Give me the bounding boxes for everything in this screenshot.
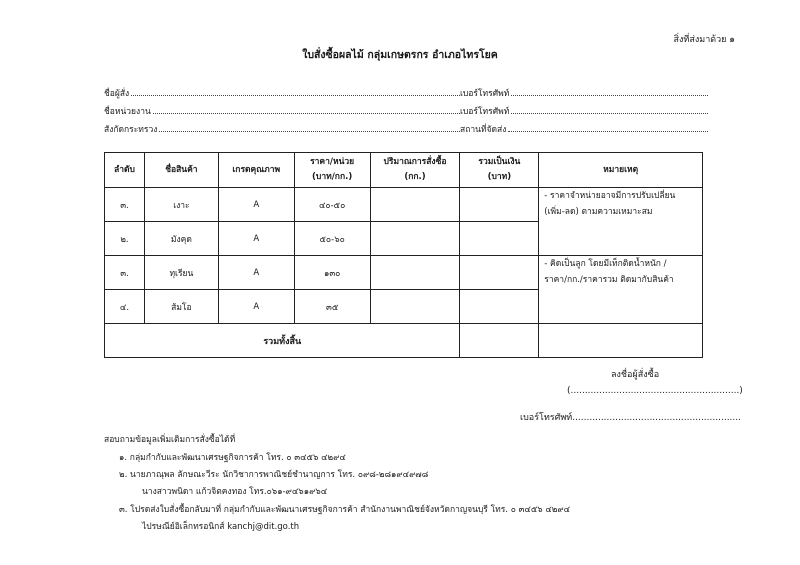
header-price-line1: ราคา/หน่วย [310,157,355,167]
header-remarks: หมายเหตุ [539,153,703,188]
header-grade: เกรดคุณภาพ [218,153,294,188]
orderer-name-field [104,86,460,100]
cell-price: ๕๐-๖๐ [294,222,370,256]
cell-grade: A [218,290,294,324]
footer-heading: สอบถามข้อมูลเพิ่มเติมการสั่งซื้อได้ที่ [104,435,236,445]
cell-grade: A [218,188,294,222]
header-no: ลำดับ [105,153,145,188]
header-price-line2: (บาท/กก.) [312,172,353,182]
remark-cell-1 [539,188,703,256]
footer-contact-2b: นางสาวพนิดา แก้วจิตคงทอง โทร.๐๖๑-๙๔๖๑๙๖๔ [142,487,328,497]
table-row [105,256,703,290]
signature-phone[interactable]: เบอร์โทรศัพท์........................................................... [520,413,741,423]
cell-grade: A [218,222,294,256]
cell-qty-input[interactable] [370,256,460,290]
total-row [105,324,703,358]
phone-label-2: เบอร์โทรศัพท์ [460,107,510,117]
cell-no: ๓. [105,188,145,222]
signature-line[interactable]: (...........................................................) [567,386,743,396]
footer-contact-2: ๒. นายภาณุพล ลักษณะวีระ นักวิชาการพาณิชย์ชำนาญการ โทร. ๐๙๘-๒๘๑๙๔๙๗๘ [119,470,429,480]
remark-1-line1: - ราคาจำหน่ายอาจมีการปรับเปลี่ยน [544,191,676,201]
remark-cell-2 [539,256,703,324]
header-total [460,153,539,188]
footer-contact-3: ๓. โปรดส่งใบสั่งซื้อกลับมาที่ กลุ่มกำกับและพัฒนาเศรษฐกิจการค้า สำนักงานพาณิชย์จังหวัดกาญจนบุรี โทร. ๐ ๓๔๕๖ ๔๒๙๔ [119,505,571,515]
header-price [294,153,370,188]
cell-total-input[interactable] [460,290,539,324]
cell-qty-input[interactable] [370,222,460,256]
phone-label-1: เบอร์โทรศัพท์ [460,89,510,99]
cell-product: ทุเรียน [144,256,218,290]
cell-qty-input[interactable] [370,290,460,324]
cell-product: เงาะ [144,188,218,222]
header-product: ชื่อสินค้า [144,153,218,188]
header-qty-line1: ปริมาณการสั่งซื้อ [383,157,447,167]
header-qty-line2: (กก.) [404,172,426,182]
total-label: รวมทั้งสิ้น [105,324,460,358]
cell-total-input[interactable] [460,256,539,290]
delivery-place-field [460,122,708,136]
cell-product: มังคุด [144,222,218,256]
total-remark-cell [539,324,703,358]
cell-no: ๔. [105,290,145,324]
ministry-label: สังกัดกระทรวง [104,125,158,135]
remark-1-line2: (เพิ่ม-ลด) ตามความเหมาะสม [544,207,653,217]
cell-grade: A [218,256,294,290]
cell-total-input[interactable] [460,188,539,222]
footer-email: ไปรษณีย์อิเล็กทรอนิกส์ kanchj@dit.go.th [142,522,300,532]
attachment-label: สิ่งที่ส่งมาด้วย ๑ [673,35,735,45]
delivery-place-label: สถานที่จัดส่ง [460,125,507,135]
cell-price: ๓๕ [294,290,370,324]
cell-no: ๒. [105,222,145,256]
table-row [105,188,703,222]
header-qty [370,153,460,188]
phone-field-2 [460,104,708,118]
signature-label: ลงชื่อผู้สั่งซื้อ [611,370,660,380]
ministry-field [104,122,460,136]
page-title: ใบสั่งซื้อผลไม้ กลุ่มเกษตรกร อำเภอไทรโยค [302,49,498,61]
phone-field-1 [460,86,708,100]
cell-product: ส้มโอ [144,290,218,324]
cell-total-input[interactable] [460,222,539,256]
remark-2-line1: - คิดเป็นลูก โดยมีเท็กติดน้ำหนัก / [544,259,667,269]
remark-2-line2: ราคา/กก./ราคารวม ติดมากับสินค้า [544,275,674,285]
header-total-line1: รวมเป็นเงิน [478,157,521,167]
cell-price: ๑๓๐ [294,256,370,290]
header-total-line2: (บาท) [487,172,512,182]
grand-total-input[interactable] [460,324,539,358]
cell-qty-input[interactable] [370,188,460,222]
footer-contact-1: ๑. กลุ่มกำกับและพัฒนาเศรษฐกิจการค้า โทร. ๐ ๓๔๕๖ ๔๒๙๔ [119,453,346,463]
cell-no: ๓. [105,256,145,290]
agency-name-field [104,104,460,118]
cell-price: ๔๐-๕๐ [294,188,370,222]
order-table [104,152,703,358]
table-header-row [105,153,703,188]
agency-name-label: ชื่อหน่วยงาน [104,107,151,117]
orderer-name-label: ชื่อผู้สั่ง [104,89,130,99]
